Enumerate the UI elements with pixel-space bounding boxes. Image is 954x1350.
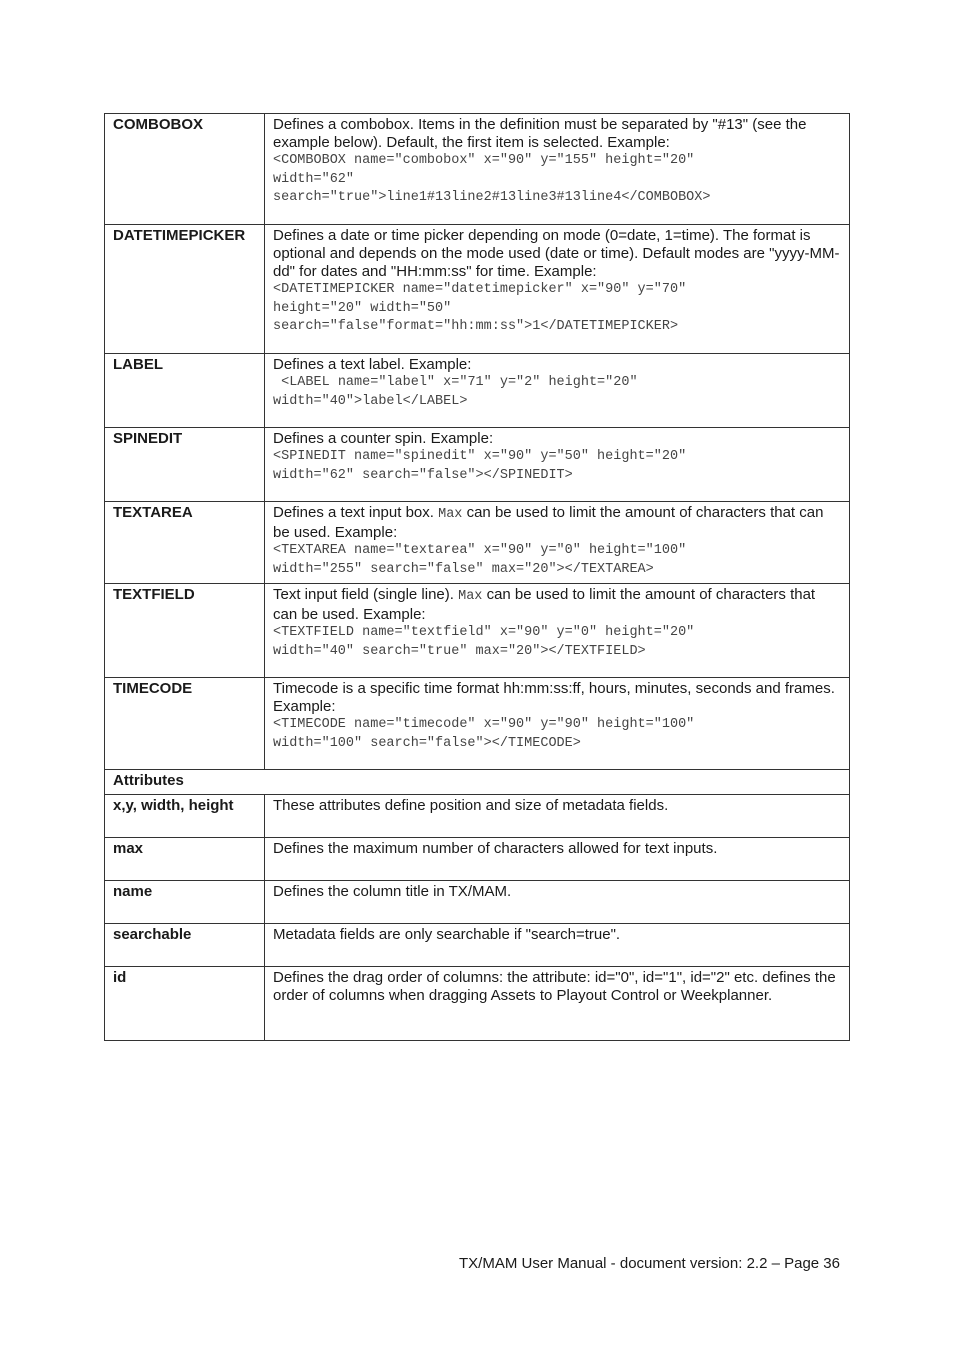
code-example: <TEXTAREA name="textarea" x="90" y="0" height="100" width="255" search="false" max="20"></TEXTAREA> bbox=[273, 543, 687, 577]
description-cell bbox=[265, 354, 850, 428]
section-heading: Attributes bbox=[105, 770, 850, 795]
attribute-term-cell: name bbox=[105, 881, 265, 924]
table-row bbox=[105, 838, 850, 881]
description-cell bbox=[265, 114, 850, 225]
term-cell: DATETIMEPICKER bbox=[105, 225, 265, 354]
term-cell: TEXTFIELD bbox=[105, 584, 265, 678]
table-row bbox=[105, 428, 850, 502]
description-text-before: Defines a text input box. bbox=[273, 504, 439, 521]
attribute-description-cell: These attributes define position and size of metadata fields. bbox=[265, 795, 850, 838]
code-example: <SPINEDIT name="spinedit" x="90" y="50" height="20" width="62" search="false"></SPINEDIT> bbox=[273, 449, 687, 483]
code-example: <COMBOBOX name="combobox" x="90" y="155" height="20" width="62" search="true">line1#13line2#13line3#13line4</COMBOBOX> bbox=[273, 153, 711, 205]
term-cell: LABEL bbox=[105, 354, 265, 428]
term-cell: COMBOBOX bbox=[105, 114, 265, 225]
term-cell: TIMECODE bbox=[105, 678, 265, 770]
description-cell bbox=[265, 502, 850, 584]
table-row bbox=[105, 584, 850, 678]
attribute-term-cell: searchable bbox=[105, 924, 265, 967]
term-cell: SPINEDIT bbox=[105, 428, 265, 502]
attribute-term-cell: max bbox=[105, 838, 265, 881]
table-row bbox=[105, 678, 850, 770]
code-example: <TIMECODE name="timecode" x="90" y="90" height="100" width="100" search="false"></TIMECODE> bbox=[273, 717, 695, 751]
attribute-term-cell: x,y, width, height bbox=[105, 795, 265, 838]
description-text: Defines a date or time picker depending on mode (0=date, 1=time). The format is optional and depends on the mode used (date or time). Default modes are "yyyy-MM-dd" for dates and "HH:mm:ss" for time. Example: bbox=[273, 227, 840, 280]
page-footer: TX/MAM User Manual - document version: 2.2 – Page 36 bbox=[458, 1255, 840, 1272]
description-text-after: can be used to limit the amount of characters that can be used. Example: bbox=[273, 504, 824, 541]
attribute-description-cell: Metadata fields are only searchable if "search=true". bbox=[265, 924, 850, 967]
description-cell bbox=[265, 584, 850, 678]
table-row bbox=[105, 795, 850, 838]
table-row bbox=[105, 967, 850, 1041]
table-row bbox=[105, 502, 850, 584]
table-row bbox=[105, 114, 850, 225]
inline-code: Max bbox=[438, 507, 463, 522]
definitions-table bbox=[104, 113, 850, 1041]
description-text: Defines a text label. Example: bbox=[273, 356, 472, 373]
attribute-description-cell: Defines the maximum number of characters allowed for text inputs. bbox=[265, 838, 850, 881]
description-text-after: can be used to limit the amount of characters that can be used. Example: bbox=[273, 586, 816, 623]
attribute-term-cell: id bbox=[105, 967, 265, 1041]
code-example: <LABEL name="label" x="71" y="2" height="20" width="40">label</LABEL> bbox=[273, 375, 638, 409]
table-row bbox=[105, 225, 850, 354]
description-cell bbox=[265, 225, 850, 354]
description-cell bbox=[265, 678, 850, 770]
description-cell bbox=[265, 428, 850, 502]
description-text: Defines a counter spin. Example: bbox=[273, 430, 494, 447]
table-row bbox=[105, 354, 850, 428]
description-text: Defines a combobox. Items in the definition must be separated by "#13" (see the example below). Default, the first item is selected. Example: bbox=[273, 116, 807, 151]
code-example: <TEXTFIELD name="textfield" x="90" y="0" height="20" width="40" search="true" max="20"></TEXTFIELD> bbox=[273, 625, 695, 659]
description-text-before: Text input field (single line). bbox=[273, 586, 459, 603]
description-text: Timecode is a specific time format hh:mm:ss:ff, hours, minutes, seconds and frames. Example: bbox=[273, 680, 835, 715]
attribute-description-cell: Defines the drag order of columns: the attribute: id="0", id="1", id="2" etc. defines the order of columns when dragging Assets to Playout Control or Weekplanner. bbox=[265, 967, 850, 1041]
table-row bbox=[105, 881, 850, 924]
attribute-description-cell: Defines the column title in TX/MAM. bbox=[265, 881, 850, 924]
code-example: <DATETIMEPICKER name="datetimepicker" x="90" y="70" height="20" width="50" search="false"format="hh:mm:ss">1</DATETIMEPICKER> bbox=[273, 282, 687, 334]
table-row bbox=[105, 924, 850, 967]
term-cell: TEXTAREA bbox=[105, 502, 265, 584]
inline-code: Max bbox=[458, 589, 483, 604]
section-heading-row bbox=[105, 770, 850, 795]
